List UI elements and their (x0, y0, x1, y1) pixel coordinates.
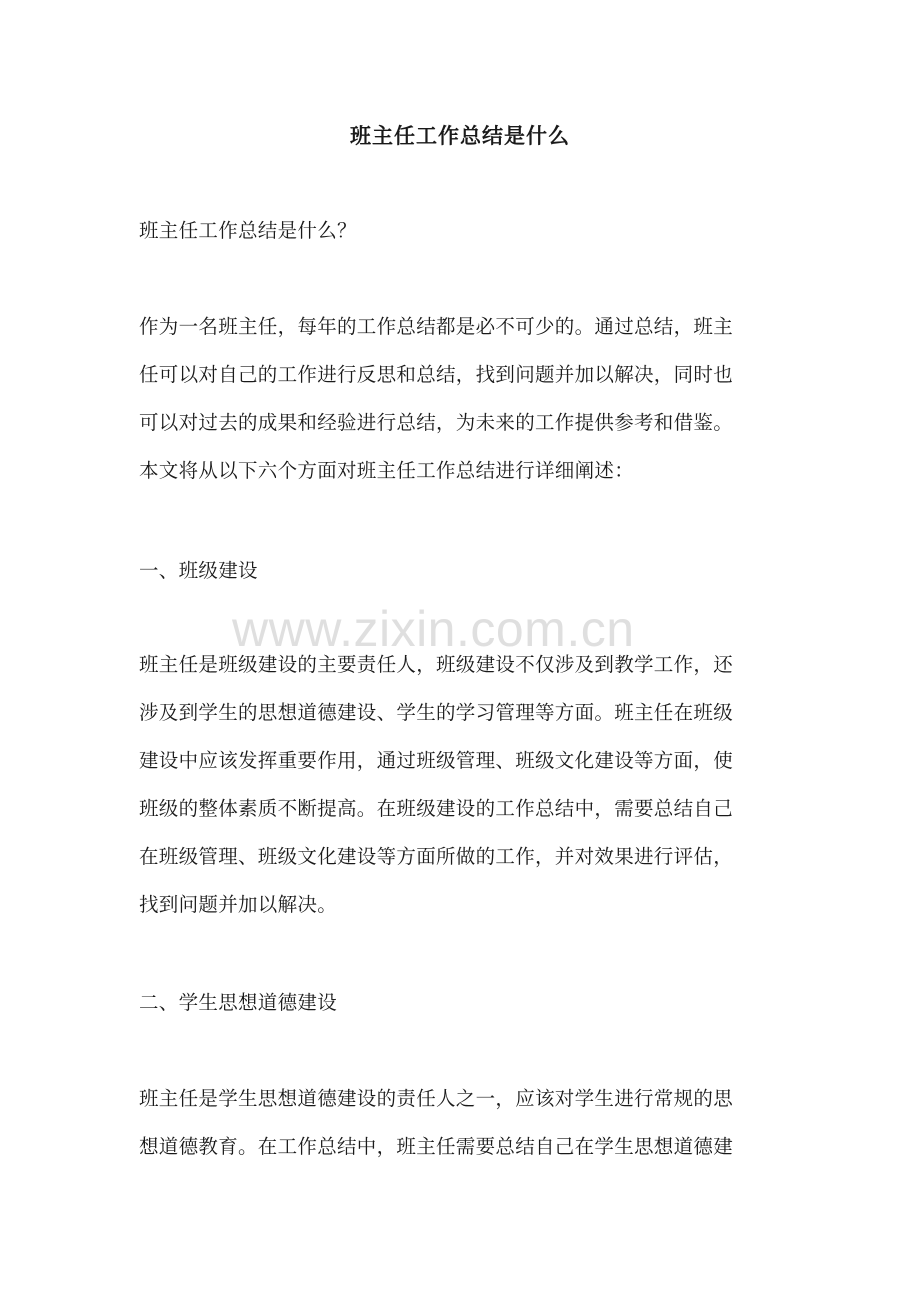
paragraph-line: 涉及到学生的思想道德建设、学生的学习管理等方面。班主任在班级 (139, 701, 734, 724)
watermark-text: www.zixin.com.cn (232, 601, 635, 657)
paragraph-line: 可以对过去的成果和经验进行总结，为未来的工作提供参考和借鉴。 (139, 411, 734, 434)
intro-question: 班主任工作总结是什么？ (139, 219, 357, 242)
paragraph-line: 想道德教育。在工作总结中，班主任需要总结自己在学生思想道德建 (139, 1135, 734, 1158)
paragraph-line: 作为一名班主任，每年的工作总结都是必不可少的。通过总结，班主 (139, 315, 734, 338)
paragraph-line: 班主任是学生思想道德建设的责任人之一，应该对学生进行常规的思 (139, 1087, 734, 1110)
paragraph-line: 在班级管理、班级文化建设等方面所做的工作，并对效果进行评估， (139, 845, 734, 868)
section-heading: 一、班级建设 (139, 559, 258, 582)
paragraph-line: 本文将从以下六个方面对班主任工作总结进行详细阐述： (139, 459, 635, 482)
paragraph-line: 班级的整体素质不断提高。在班级建设的工作总结中，需要总结自己 (139, 797, 734, 820)
document-title: 班主任工作总结是什么 (350, 123, 570, 148)
paragraph-line: 找到问题并加以解决。 (139, 893, 338, 916)
paragraph-line: 建设中应该发挥重要作用，通过班级管理、班级文化建设等方面，使 (139, 749, 734, 772)
paragraph-line: 班主任是班级建设的主要责任人，班级建设不仅涉及到教学工作，还 (139, 653, 734, 676)
section-heading: 二、学生思想道德建设 (139, 991, 338, 1014)
paragraph-line: 任可以对自己的工作进行反思和总结，找到问题并加以解决，同时也 (139, 363, 734, 386)
